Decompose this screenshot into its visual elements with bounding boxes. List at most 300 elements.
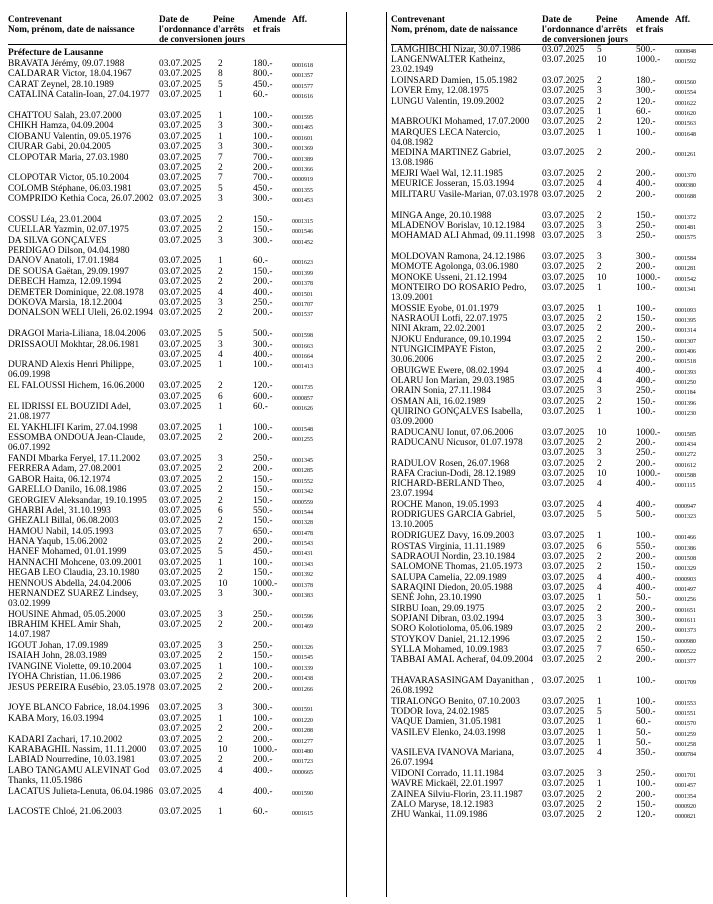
- conversion-date: 03.07.2025: [159, 350, 202, 360]
- table-row: [391, 738, 713, 748]
- contravener-name: LACATUS Julieta-Lenuta, 06.04.1986: [8, 786, 154, 797]
- conversion-date: 03.07.2025: [542, 624, 585, 635]
- table-row: [8, 308, 346, 329]
- case-number: 0001709: [675, 679, 696, 686]
- table-row: [8, 755, 346, 765]
- contravener-name: IVANGINE Violette, 09.10.2004: [8, 661, 132, 672]
- table-row: [391, 645, 713, 655]
- penalty-days: 5: [218, 183, 223, 194]
- penalty-days: 2: [597, 810, 602, 821]
- table-row: [391, 376, 713, 386]
- table-row: [8, 724, 346, 734]
- case-number: 0001592: [675, 59, 696, 66]
- fine-amount: 60.-: [253, 256, 268, 267]
- table-row: [391, 707, 713, 717]
- conversion-date: 03.07.2025: [159, 786, 202, 797]
- penalty-days: 3: [597, 220, 602, 231]
- contravener-name: THAVARASASINGAM Dayanithan , 26.08.1992: [391, 675, 534, 696]
- fine-amount: 350.-: [636, 748, 656, 759]
- conversion-date: 03.07.2025: [159, 266, 202, 277]
- case-number: 0001595: [292, 114, 313, 121]
- penalty-days: 2: [218, 755, 223, 766]
- conversion-date: 03.07.2025: [542, 117, 585, 128]
- penalty-days: 2: [218, 225, 223, 236]
- conversion-date: 03.07.2025: [159, 298, 202, 309]
- conversion-date: 03.07.2025: [542, 251, 585, 262]
- table-row: [391, 55, 713, 76]
- conversion-date: 03.07.2025: [159, 516, 202, 527]
- header-date: Date de l'ordonnance de conversion: [159, 14, 213, 44]
- penalty-days: 6: [218, 391, 223, 402]
- table-row: [391, 169, 713, 179]
- conversion-date: 03.07.2025: [542, 593, 585, 604]
- table-row: [8, 173, 346, 183]
- table-row: [8, 298, 346, 308]
- fine-amount: 800.-: [253, 69, 273, 80]
- conversion-date: 03.07.2025: [542, 551, 585, 562]
- fine-amount: 650.-: [636, 644, 656, 655]
- fine-amount: 200.-: [636, 148, 656, 159]
- fine-amount: 550.-: [253, 505, 273, 516]
- contravener-name: DOKOVA Marsia, 18.12.2004: [8, 298, 123, 309]
- penalty-days: 1: [597, 593, 602, 604]
- fine-amount: 100.-: [253, 661, 273, 672]
- penalty-days: 1: [218, 713, 223, 724]
- case-number: 0001396: [675, 400, 696, 407]
- fine-amount: 200.-: [253, 464, 273, 475]
- table-row: [391, 314, 713, 324]
- contravener-name: SOPJANI Dibran, 03.02.1994: [391, 613, 504, 624]
- table-row: [8, 267, 346, 277]
- table-row: [391, 573, 713, 583]
- fine-amount: 200.-: [253, 162, 273, 173]
- table-row: [8, 589, 346, 610]
- penalty-days: 5: [597, 510, 602, 521]
- case-number: 0001220: [292, 717, 313, 724]
- conversion-date: 03.07.2025: [159, 308, 202, 319]
- contravener-name: NTUNGICIMPAYE Fiston, 30.06.2006: [391, 344, 496, 365]
- case-number: 0000980: [675, 638, 696, 645]
- penalty-days: 10: [218, 744, 228, 755]
- table-row: [391, 386, 713, 396]
- contravener-name: CUELLAR Yazmin, 02.07.1975: [8, 225, 129, 236]
- penalty-days: 4: [218, 786, 223, 797]
- conversion-date: 03.07.2025: [542, 407, 585, 418]
- conversion-date: 03.07.2025: [159, 59, 202, 69]
- contravener-name: KADARI Zachari, 17.10.2002: [8, 734, 123, 745]
- penalty-days: 2: [597, 396, 602, 407]
- case-number: 0001481: [675, 224, 696, 231]
- table-row: [391, 479, 713, 500]
- contravener-name: DONALSON WELI Uleli, 26.02.1994: [8, 308, 154, 319]
- fine-amount: 150.-: [253, 474, 273, 485]
- penalty-days: 2: [218, 734, 223, 745]
- fine-amount: 400.-: [253, 786, 273, 797]
- contravener-name: STOYKOV Daniel, 21.12.1996: [391, 634, 510, 645]
- fine-amount: 300.-: [253, 703, 273, 714]
- fine-amount: 300.-: [636, 86, 656, 97]
- case-number: 0001545: [292, 655, 313, 662]
- conversion-date: 03.07.2025: [159, 329, 202, 340]
- penalty-days: 4: [218, 287, 223, 298]
- case-number: 0001370: [675, 173, 696, 180]
- conversion-date: 03.07.2025: [159, 734, 202, 745]
- fine-amount: 100.-: [636, 303, 656, 314]
- conversion-date: 03.07.2025: [159, 194, 202, 205]
- case-number: 0001620: [675, 111, 696, 118]
- conversion-date: 03.07.2025: [542, 810, 585, 821]
- penalty-days: 3: [218, 235, 223, 246]
- penalty-days: 4: [597, 179, 602, 190]
- contravener-name: LUNGU Valentin, 19.09.2002: [391, 96, 505, 107]
- table-row: [8, 69, 346, 79]
- conversion-date: 03.07.2025: [542, 769, 585, 780]
- penalty-days: 1: [597, 107, 602, 118]
- conversion-date: 03.07.2025: [542, 303, 585, 314]
- fine-amount: 500.-: [636, 510, 656, 521]
- penalty-days: 1: [597, 696, 602, 707]
- fine-amount: 200.-: [636, 789, 656, 800]
- penalty-days: 3: [218, 453, 223, 464]
- table-row: [391, 779, 713, 789]
- case-number: 0000522: [675, 648, 696, 655]
- table-row: [391, 438, 713, 448]
- conversion-date: 03.07.2025: [542, 469, 585, 480]
- fine-amount: 500.-: [636, 45, 656, 55]
- fine-amount: 300.-: [253, 142, 273, 153]
- fine-amount: 200.-: [636, 655, 656, 666]
- conversion-date: 03.07.2025: [159, 183, 202, 194]
- contravener-name: SYLLA Mohamed, 10.09.1983: [391, 644, 508, 655]
- contravener-name: MOSSIE Eyobe, 01.01.1979: [391, 303, 499, 314]
- contravener-name: OSMAN Ali, 16.02.1989: [391, 396, 486, 407]
- contravener-name: EL IDRISSI EL BOUZIDI Adel, 21.08.1977: [8, 401, 131, 422]
- table-row: [391, 635, 713, 645]
- penalty-days: 2: [597, 458, 602, 469]
- fine-amount: 400.-: [636, 365, 656, 376]
- penalty-days: 2: [218, 516, 223, 527]
- table-row: [391, 448, 713, 458]
- contravener-name: VASILEVA IVANOVA Mariana, 26.07.1994: [391, 748, 515, 769]
- penalty-days: 2: [597, 344, 602, 355]
- conversion-date: 03.07.2025: [542, 86, 585, 97]
- contravener-name: HENNOUS Abdella, 24.04.2006: [8, 578, 132, 589]
- case-number: 0001598: [292, 333, 313, 340]
- penalty-days: 2: [218, 672, 223, 683]
- conversion-date: 03.07.2025: [159, 360, 202, 371]
- conversion-date: 03.07.2025: [542, 675, 585, 686]
- fine-amount: 150.-: [636, 396, 656, 407]
- table-row: [8, 225, 346, 235]
- fine-amount: 150.-: [636, 334, 656, 345]
- case-number: 0001328: [292, 520, 313, 527]
- fine-amount: 200.-: [636, 438, 656, 449]
- case-number: 0001329: [675, 566, 696, 573]
- fine-amount: 300.-: [253, 121, 273, 132]
- penalty-days: 3: [218, 142, 223, 153]
- penalty-days: 2: [218, 277, 223, 288]
- case-number: 0001591: [292, 707, 313, 714]
- contravener-name: HANNACHI Mohcene, 03.09.2001: [8, 557, 143, 568]
- penalty-days: 3: [597, 769, 602, 780]
- contravener-name: MARQUES LECA Natercio, 04.08.1982: [391, 127, 501, 148]
- table-row: [391, 593, 713, 603]
- conversion-date: 03.07.2025: [542, 727, 585, 738]
- case-number: 0001372: [675, 214, 696, 221]
- conversion-date: 03.07.2025: [159, 547, 202, 558]
- table-row: [8, 464, 346, 474]
- contravener-name: ZAINEA Silviu-Florin, 23.11.1987: [391, 789, 523, 800]
- conversion-date: 03.07.2025: [159, 256, 202, 267]
- contravener-name: QUIRINO GONÇALVES Isabella, 03.09.2000: [391, 407, 523, 428]
- contravener-name: KARABAGHIL Nassim, 11.11.2000: [8, 744, 147, 755]
- penalty-days: 2: [597, 313, 602, 324]
- fine-amount: 500.-: [253, 329, 273, 340]
- penalty-days: 3: [218, 194, 223, 205]
- penalty-days: 2: [597, 789, 602, 800]
- conversion-date: 03.07.2025: [159, 807, 202, 818]
- contravener-name: LOVER Emy, 12.08.1975: [391, 86, 489, 97]
- contravener-name: DANOV Anatoli, 17.01.1984: [8, 256, 119, 267]
- contravener-name: CIOBANU Valentin, 09.05.1976: [8, 131, 131, 142]
- conversion-date: 03.07.2025: [159, 682, 202, 693]
- table-row: [391, 469, 713, 479]
- fine-amount: 150.-: [636, 210, 656, 221]
- contravener-name: ESSOMBA ONDOUA Jean-Claude, 06.07.1992: [8, 433, 146, 454]
- case-number: 0001261: [675, 152, 696, 159]
- contravener-name: RODRIGUEZ Davy, 16.09.2003: [391, 531, 515, 542]
- case-number: 0001378: [292, 281, 313, 288]
- case-number: 0001616: [292, 94, 313, 101]
- case-number: 0001345: [292, 457, 313, 464]
- contravener-name: JOYE BLANCO Fabrice, 18.04.1996: [8, 703, 150, 714]
- case-number: 0001590: [292, 790, 313, 797]
- conversion-date: 03.07.2025: [159, 152, 202, 163]
- penalty-days: 2: [597, 117, 602, 128]
- fine-amount: 250.-: [253, 641, 273, 652]
- penalty-days: 10: [597, 427, 607, 438]
- contravener-name: ISAIAH John, 28.03.1989: [8, 651, 107, 662]
- conversion-date: 03.07.2025: [542, 313, 585, 324]
- case-number: 0001707: [292, 302, 313, 309]
- table-row: [8, 256, 346, 266]
- contravener-name: VAQUE Damien, 31.05.1981: [391, 717, 502, 728]
- case-number: 0001497: [675, 586, 696, 593]
- fine-amount: 150.-: [253, 516, 273, 527]
- penalty-days: 2: [597, 210, 602, 221]
- contravener-name: RAFA Craciun-Dodi, 28.12.1989: [391, 469, 516, 480]
- contravener-name: IGOUT Johan, 17.09.1989: [8, 641, 109, 652]
- fine-amount: 120.-: [636, 96, 656, 107]
- penalty-days: 1: [218, 401, 223, 412]
- table-row: [391, 604, 713, 614]
- table-row: [8, 121, 346, 131]
- penalty-days: 2: [218, 59, 223, 69]
- table-row: [8, 558, 346, 568]
- table-row: [391, 510, 713, 531]
- contravener-name: DEBECH Hamza, 12.09.1994: [8, 277, 122, 288]
- penalty-days: 7: [218, 526, 223, 537]
- table-row: [391, 562, 713, 572]
- penalty-days: 1: [218, 807, 223, 818]
- case-number: 0001378: [292, 582, 313, 589]
- fine-amount: 200.-: [253, 537, 273, 548]
- penalty-days: 1: [597, 727, 602, 738]
- penalty-days: 4: [597, 365, 602, 376]
- case-number: 0001115: [675, 483, 696, 490]
- fine-amount: 300.-: [253, 194, 273, 205]
- fine-amount: 400.-: [636, 179, 656, 190]
- fine-amount: 700.-: [253, 152, 273, 163]
- table-row: [8, 766, 346, 787]
- conversion-date: 03.07.2025: [542, 45, 585, 55]
- contravener-name: CLOPOTAR Victor, 05.10.2004: [8, 173, 129, 184]
- table-row: [8, 537, 346, 547]
- case-number: 0001395: [675, 317, 696, 324]
- contravener-name: SALOMONE Thomas, 21.05.1973: [391, 562, 523, 573]
- table-row: [391, 355, 713, 365]
- contravener-name: RADULOV Rosen, 26.07.1968: [391, 458, 510, 469]
- case-number: 0001377: [675, 659, 696, 666]
- conversion-date: 03.07.2025: [159, 162, 202, 173]
- fine-amount: 400.-: [636, 500, 656, 511]
- fine-amount: 100.-: [253, 131, 273, 142]
- conversion-date: 03.07.2025: [159, 453, 202, 464]
- table-row: [391, 335, 713, 345]
- fine-amount: 250.-: [636, 386, 656, 397]
- penalty-days: 4: [597, 500, 602, 511]
- conversion-date: 03.07.2025: [542, 655, 585, 666]
- penalty-days: 7: [218, 173, 223, 184]
- case-number: 0001369: [292, 146, 313, 153]
- fine-amount: 100.-: [636, 531, 656, 542]
- contravener-name: SADRAOUI Nordin, 23.10.1984: [391, 551, 516, 562]
- penalty-days: 1: [597, 675, 602, 686]
- table-row: [391, 800, 713, 810]
- fine-amount: 100.-: [253, 360, 273, 371]
- penalty-days: 2: [218, 433, 223, 444]
- case-number: 0001342: [292, 489, 313, 496]
- contravener-name: CLOPOTAR Maria, 27.03.1980: [8, 152, 129, 163]
- conversion-date: 03.07.2025: [542, 696, 585, 707]
- contravener-name: IYOHA Christian, 11.06.1986: [8, 672, 121, 683]
- table-row: [391, 76, 713, 86]
- table-row: [391, 676, 713, 697]
- contravener-name: GABOR Haita, 06.12.1974: [8, 474, 111, 485]
- penalty-days: 2: [218, 537, 223, 548]
- conversion-date: 03.07.2025: [159, 568, 202, 579]
- fine-amount: 250.-: [253, 609, 273, 620]
- table-row: [391, 107, 713, 117]
- penalty-days: 1: [597, 407, 602, 418]
- table-row: [391, 45, 713, 55]
- contravener-name: CATALINA Catalin-Ioan, 27.04.1977: [8, 90, 150, 101]
- table-row: [8, 392, 346, 402]
- contravener-name: DURAND Alexis Henri Philippe, 06.09.1998: [8, 360, 135, 381]
- header-aff: Aff.: [292, 14, 308, 24]
- contravener-name: DA SILVA GONÇALVES PERDIGAO Dilson, 04.04.1980: [8, 235, 130, 256]
- contravener-name: TIRALONGO Benito, 07.10.2003: [391, 696, 520, 707]
- case-number: 0001326: [292, 645, 313, 652]
- conversion-date: 03.07.2025: [542, 386, 585, 397]
- table-row: [391, 531, 713, 541]
- conversion-date: 03.07.2025: [159, 755, 202, 766]
- conversion-date: 03.07.2025: [542, 510, 585, 521]
- conversion-date: 03.07.2025: [159, 214, 202, 225]
- conversion-date: 03.07.2025: [542, 572, 585, 583]
- contravener-name: LOINSARD Damien, 15.05.1982: [391, 76, 518, 87]
- contravener-name: COLOMB Stéphane, 06.03.1981: [8, 183, 132, 194]
- case-number: 0001285: [292, 468, 313, 475]
- fine-amount: 400.-: [636, 582, 656, 593]
- case-number: 0001577: [292, 83, 313, 90]
- contravener-name: COMPRIDO Kethia Coca, 26.07.2002: [8, 194, 154, 205]
- table-row: [8, 683, 346, 704]
- conversion-date: 03.07.2025: [542, 458, 585, 469]
- case-number: 0001355: [292, 187, 313, 194]
- case-number: 0001735: [292, 385, 313, 392]
- table-row: [391, 717, 713, 727]
- fine-amount: 1000.-: [636, 272, 661, 283]
- conversion-date: 03.07.2025: [542, 738, 585, 749]
- fine-amount: 1000.-: [253, 744, 278, 755]
- penalty-days: 7: [597, 644, 602, 655]
- case-number: 0001357: [292, 73, 313, 80]
- header-name: Contrevenant Nom, prénom, date de naissance: [8, 14, 135, 34]
- conversion-date: 03.07.2025: [542, 562, 585, 573]
- case-number: 0001723: [292, 759, 313, 766]
- fine-amount: 200.-: [636, 344, 656, 355]
- conversion-date: 03.07.2025: [159, 661, 202, 672]
- penalty-days: 3: [597, 386, 602, 397]
- case-number: 0001622: [675, 100, 696, 107]
- penalty-days: 2: [597, 800, 602, 811]
- table-row: [391, 190, 713, 211]
- penalty-days: 3: [597, 613, 602, 624]
- contravener-name: OBUIGWE Ewere, 08.02.1994: [391, 365, 509, 376]
- contravener-name: FANDI Mbarka Feryel, 17.11.2002: [8, 453, 141, 464]
- case-number: 0001392: [292, 572, 313, 579]
- penalty-days: 1: [597, 303, 602, 314]
- case-number: 0001373: [675, 628, 696, 635]
- conversion-date: 03.07.2025: [159, 464, 202, 475]
- table-row: [8, 215, 346, 225]
- fine-amount: 60.-: [253, 401, 268, 412]
- case-number: 0001389: [292, 156, 313, 163]
- case-number: 0001552: [292, 478, 313, 485]
- fine-amount: 400.-: [636, 376, 656, 386]
- conversion-date: 03.07.2025: [542, 282, 585, 293]
- table-row: [391, 697, 713, 707]
- table-row: [8, 184, 346, 194]
- fine-amount: 100.-: [636, 127, 656, 138]
- header-peine: Peine d'arrêts en jours: [213, 14, 245, 44]
- table-row: [8, 787, 346, 808]
- contravener-name: FERRERA Adam, 27.08.2001: [8, 464, 122, 475]
- fine-amount: 600.-: [253, 391, 273, 402]
- penalty-days: 1: [597, 282, 602, 293]
- case-number: 0001584: [675, 255, 696, 262]
- penalty-days: 1: [218, 131, 223, 142]
- fine-amount: 150.-: [253, 568, 273, 579]
- penalty-days: 3: [218, 703, 223, 714]
- fine-amount: 650.-: [253, 526, 273, 537]
- case-number: 0001469: [292, 624, 313, 631]
- conversion-date: 03.07.2025: [159, 110, 202, 121]
- fine-amount: 100.-: [636, 779, 656, 790]
- fine-amount: 150.-: [253, 266, 273, 277]
- conversion-date: 03.07.2025: [542, 582, 585, 593]
